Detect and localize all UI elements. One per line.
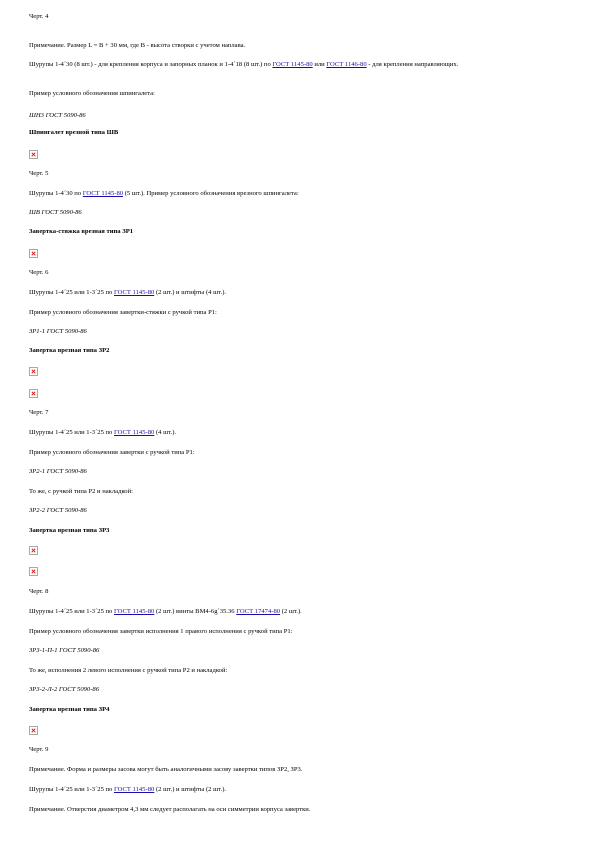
example-label: Пример условного обозначения завертки с ручкой типа Р1: <box>29 449 195 456</box>
example-label: То же, исполнения 2 левого исполнения с ручкой типа Р2 и накладкой: <box>29 667 228 674</box>
text-span: Шурупы 1-4´25 или 1-3´25 по <box>29 608 114 615</box>
figure-caption: Черт. 6 <box>29 269 49 276</box>
designation-code: ШН3 ГОСТ 5090-86 <box>29 112 86 119</box>
broken-image-icon <box>29 389 38 398</box>
figure-caption: Черт. 8 <box>29 588 49 595</box>
broken-image-icon <box>29 367 38 376</box>
note-text: Примечание. Размер L = B + 30 мм, где B - высота створки с учетом наплава. <box>29 42 246 49</box>
note-text: Примечание. Форма и размеры засова могут быть аналогичными засову завертки типов ЗР2, ЗР3. <box>29 766 303 773</box>
gost-link[interactable]: ГОСТ 1145-80 <box>114 608 155 615</box>
broken-image-icon <box>29 150 38 159</box>
designation-code: ЗР1-1 ГОСТ 5090-86 <box>29 328 87 335</box>
broken-image-icon <box>29 726 38 735</box>
screws-text <box>29 608 569 616</box>
text-span: Шурупы 1-4´25 или 1-3´25 по <box>29 786 114 793</box>
text-span: Шурупы 1-4´30 (8 шт.) - для крепления корпуса и запорных планок и 1-4´18 (8 шт.) по <box>29 61 273 68</box>
text-span: (2 шт.). <box>280 608 302 615</box>
figure-caption: Черт. 7 <box>29 409 49 416</box>
text-span: (4 шт.). <box>154 429 177 436</box>
text-span: - для крепления направляющих. <box>366 61 459 68</box>
designation-code: ЗР2-2 ГОСТ 5090-86 <box>29 507 87 514</box>
figure-caption: Черт. 5 <box>29 170 49 177</box>
designation-code: ЗР2-1 ГОСТ 5090-86 <box>29 468 87 475</box>
gost-link[interactable]: ГОСТ 1145-80 <box>114 289 155 296</box>
text-span: Шурупы 1-4´25 или 1-3´25 по <box>29 429 114 436</box>
broken-image-icon <box>29 567 38 576</box>
text-span: Шурупы 1-4´30 по <box>29 190 83 197</box>
text-span: или <box>312 61 327 68</box>
example-label: Пример условного обозначения завертки-стяжки с ручкой типа Р1: <box>29 309 217 316</box>
broken-image-icon <box>29 249 38 258</box>
broken-image-icon <box>29 546 38 555</box>
screws-text <box>29 429 569 437</box>
section-heading: Завертка врезная типа ЗР4 <box>29 706 110 713</box>
section-heading: Завертка врезная типа ЗР2 <box>29 347 110 354</box>
gost-link[interactable]: ГОСТ 1145-80 <box>272 61 313 68</box>
text-span: (2 шт.) и штифты (2 шт.). <box>154 786 227 793</box>
figure-caption: Черт. 9 <box>29 746 49 753</box>
designation-code: ЗР3-1-П-1 ГОСТ 5090-86 <box>29 647 100 654</box>
screws-text <box>29 190 569 198</box>
example-label: То же, с ручкой типа Р2 и накладкой: <box>29 488 133 495</box>
screws-text <box>29 289 569 297</box>
text-span: (2 шт.) винты ВМ4-6g´35.36 <box>154 608 237 615</box>
designation-code: ЗР3-2-Л-2 ГОСТ 5090-86 <box>29 686 100 693</box>
designation-code: ШВ ГОСТ 5090-86 <box>29 209 82 216</box>
gost-link[interactable]: ГОСТ 1145-80 <box>114 429 155 436</box>
text-span: (5 шт.). Пример условного обозначения врезного шпингалета: <box>123 190 299 197</box>
section-heading: Завертка-стяжка врезная типа ЗР1 <box>29 228 134 235</box>
figure-caption: Черт. 4 <box>29 13 49 20</box>
gost-link[interactable]: ГОСТ 17474-80 <box>236 608 281 615</box>
section-heading: Шпингалет врезной типа ШВ <box>29 129 119 136</box>
gost-link[interactable]: ГОСТ 1146-80 <box>326 61 367 68</box>
gost-link[interactable]: ГОСТ 1145-80 <box>114 786 155 793</box>
example-label: Пример условного обозначения шпингалета: <box>29 90 155 97</box>
example-label: Пример условного обозначения завертки исполнения 1 правого исполнения с ручкой типа Р1: <box>29 628 293 635</box>
screws-text <box>29 61 569 69</box>
note-text: Примечание. Отверстия диаметром 4,3 мм следует располагать на оси симметрии корпуса завертки. <box>29 806 311 813</box>
text-span: Шурупы 1-4´25 или 1-3´25 по <box>29 289 114 296</box>
gost-link[interactable]: ГОСТ 1145-80 <box>82 190 124 197</box>
screws-text <box>29 786 569 794</box>
text-span: (2 шт.) и штифты (4 шт.). <box>154 289 227 296</box>
section-heading: Завертка врезная типа ЗР3 <box>29 527 110 534</box>
